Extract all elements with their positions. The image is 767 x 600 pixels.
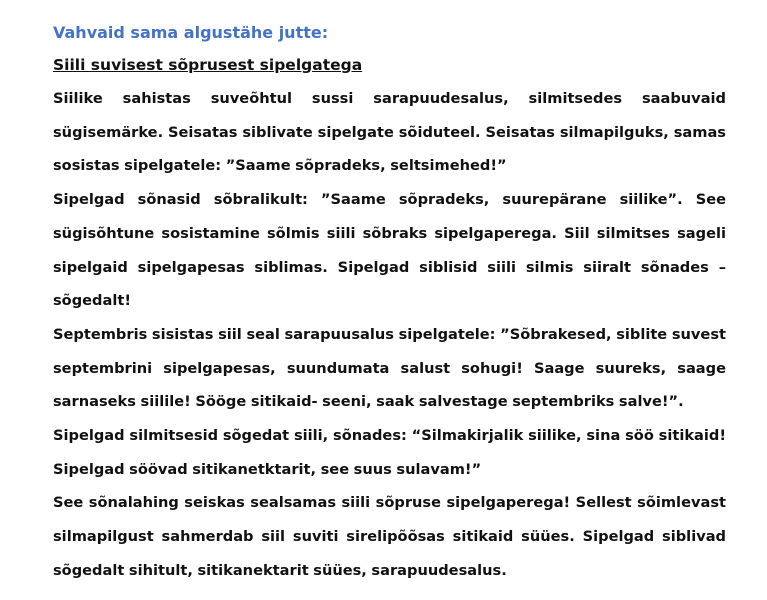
document-heading: Vahvaid sama algustähe jutte: — [53, 23, 329, 42]
story-paragraph-1: Siilike sahistas suveõhtul sussi sarapuudesalus, silmitsedes saabuvaid sügisemärke. Seisatas siblivate sipelgate sõiduteel. Seisatas silmapilguks, samas sosistas sipelgatele: ”Saame sõpradeks, seltsimehed!” — [53, 90, 726, 175]
story-paragraph-5: See sõnalahing seiskas sealsamas siili sõpruse sipelgaperega! Sellest sõimlevast silmapilgust sahmerdab siil suviti sirelipõõsas sitikaid süües. Sipelgad siblivad sõgedalt sihitult, sitikanektarit süües, sarapuudesalus. — [53, 494, 726, 579]
story-paragraph-2: Sipelgad sõnasid sõbralikult: ”Saame sõpradeks, suurepärane siilike”. See sügisõhtune sosistamine sõlmis siili sõbraks sipelgaperega. Siil silmitses sageli sipelgaid sipelgapesas siblimas. Sipelgad siblisid siili silmis siiralt sõnades – sõgedalt! — [53, 191, 726, 310]
story-paragraph-4: Sipelgad silmitsesid sõgedat siili, sõnades: “Silmakirjalik siilike, sina söö sitikaid! Sipelgad söövad sitikanetktarit, see suus sulavam!” — [53, 427, 726, 478]
story-paragraph-3: Septembris sisistas siil seal sarapuusalus sipelgatele: ”Sõbrakesed, siblite suvest septembrini sipelgapesas, suundumata salust sohugi! Saage suureks, saage sarnaseks siilile! Sööge sitikaid- seeni, saak salvestage septembriks salve!”. — [53, 325, 726, 411]
document-page — [53, 18, 726, 588]
story-title: Siili suvisest sõprusest sipelgatega — [53, 56, 363, 74]
